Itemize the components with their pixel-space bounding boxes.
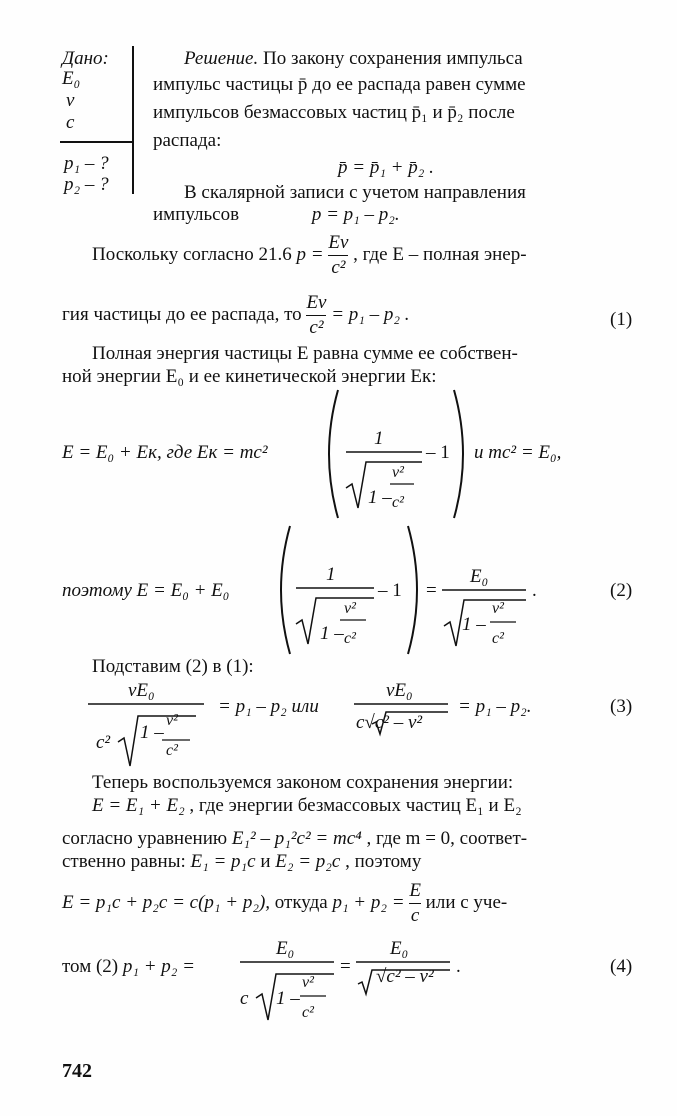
frac2-root: 1 – [320, 623, 344, 644]
substitute-line: Подставим (2) в (1): [92, 656, 254, 677]
formula4-v2: v² [302, 974, 314, 991]
frac2-v2: v² [344, 600, 356, 617]
paragraph-line: ственно равны: E₁ = p₁c и E₂ = p₂c , поэтому [62, 851, 422, 872]
formula4-e0-a: E₀ [276, 938, 295, 959]
equation-number: (1) [610, 309, 633, 330]
frac2-one: 1 [326, 564, 336, 585]
solution-line: распада: [153, 130, 222, 151]
formula4-prefix: том (2) p₁ + p₂ = [62, 956, 195, 977]
paragraph-line: E = E₁ + E₂ , где энергии безмассовых частиц E₁ и E₂ [92, 795, 522, 816]
given-label: Дано: [62, 48, 109, 69]
formula4-c2: c² [302, 1004, 314, 1021]
formula4-root: 1 – [276, 988, 300, 1009]
formula2-equals: = [426, 580, 437, 601]
paragraph-line: ной энергии E₀ и ее кинетической энергии Eк: [62, 366, 437, 387]
formula2-period: . [532, 580, 537, 601]
fraction-ev-c2: $\frac{Ev}{\text{c²}}$ [328, 232, 349, 278]
frac-one: 1 [374, 428, 384, 449]
formula2-minus-one: – 1 [378, 580, 402, 601]
formula2-e0: E₀ [470, 566, 489, 587]
paragraph-line: согласно уравнению E₁² – p₁²c² = mc⁴ , где m = 0, соответ- [62, 828, 528, 849]
formula3-mid: = p₁ – p₂ или [218, 696, 319, 717]
solution-line: В скалярной записи с учетом направления [184, 182, 526, 203]
frac-c2: c² [392, 494, 404, 511]
paragraph-since: Поскольку согласно 21.6 p = $\frac{Ev}{\text{c²}}$ , где E – полная энер- [92, 232, 527, 278]
formula4-den-b: √c² – v² [376, 966, 434, 987]
formula3-end: = p₁ – p₂. [458, 696, 532, 717]
formula4-period: . [456, 956, 461, 977]
formula-minus-one: – 1 [426, 442, 450, 463]
formula3-v2: v² [166, 712, 178, 729]
paragraph-energy-eq1: гия частицы до ее распада, то $\frac{Ev}{\text{c²}}$ = p₁ – p₂ . [62, 292, 410, 338]
paragraph-line: Теперь воспользуемся законом сохранения энергии: [92, 772, 514, 793]
formula3-c2: c² [96, 732, 111, 753]
equation-number: (3) [610, 696, 633, 717]
formula4-e0-b: E₀ [390, 938, 409, 959]
solution-label: Решение. [184, 48, 259, 69]
formula3-num: vE₀ [128, 680, 155, 701]
page-number: 742 [62, 1060, 92, 1082]
solution-line: импульсов безмассовых частиц p̄₁ и p̄₂ после [153, 102, 515, 123]
formula4-equals: = [340, 956, 351, 977]
paragraph-sum: E = p₁c + p₂c = c(p₁ + p₂), откуда p₁ + p₂ = $\frac{E}{c}$ или с уче- [62, 880, 508, 926]
formula2-rhs-v2: v² [492, 600, 504, 617]
frac2-c2: c² [344, 630, 356, 647]
given-item: v [66, 90, 75, 111]
given-item: E₀ [62, 68, 81, 89]
formula3-root: 1 – [140, 722, 164, 743]
solution-line: импульсов p = p₁ – p₂. [153, 204, 400, 225]
formula3-rhs-num: vE₀ [386, 680, 413, 701]
formula-energy-suffix: и mc² = E₀, [474, 442, 562, 463]
equation-number: (2) [610, 580, 633, 601]
given-separator [60, 141, 133, 143]
frac-root-text: 1 – [368, 487, 392, 508]
equation-number: (4) [610, 956, 633, 977]
solution-line: импульс частицы p̄ до ее распада равен сумме [153, 74, 526, 95]
vector-equation: p̄ = p̄₁ + p̄₂ . [338, 157, 434, 178]
find-item: p₂ – ? [64, 174, 109, 195]
formula3-c2b: c² [166, 742, 178, 759]
frac-v2: v² [392, 464, 404, 481]
given-item: c [66, 112, 75, 133]
paragraph-line: Полная энергия частицы E равна сумме ее собствен- [92, 343, 518, 364]
formula3-rhs-den: c√c² – v² [356, 712, 423, 733]
formula2-prefix: поэтому E = E₀ + E₀ [62, 580, 230, 601]
formula4-c: c [240, 988, 249, 1009]
find-item: p₁ – ? [64, 153, 109, 174]
formula-energy-prefix: E = E₀ + Eк, где Eк = mc² [62, 442, 268, 463]
formula2-root: 1 – [462, 614, 486, 635]
solution-line: Решение. По закону сохранения импульса [184, 48, 523, 69]
formula2-rhs-c2: c² [492, 630, 504, 647]
given-border [132, 46, 134, 194]
